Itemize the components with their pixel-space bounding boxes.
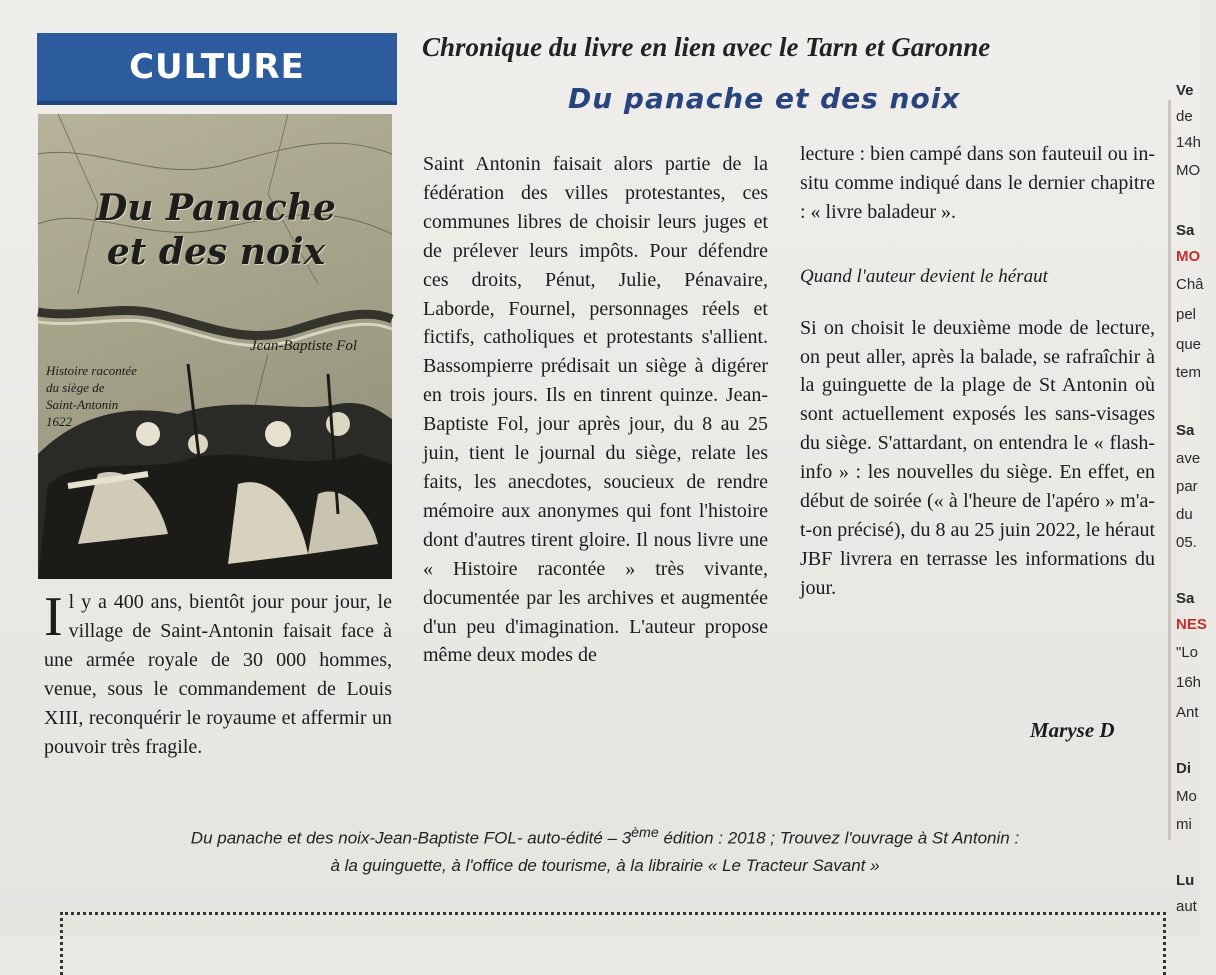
sidebar-fragment: Sa <box>1176 222 1195 239</box>
paragraph: Saint Antonin faisait alors partie de la fédération des villes protestantes, ces communes libres de choisir leurs juges et de prélever leurs impôts. Pour défendre ces droits, Pénut, Julie, Pénavaire, Laborde, Fournel, personnages réels et fictifs, catholiques et protestants s'allient. Bassompierre prédisait un siège à digérer en trois jours. Ils en tinrent quinze. Jean-Baptiste Fol, jour après jour, du 8 au 25 juin, tient le journal du siège, relate les faits, les anecdotes, soucieux de rendre mémoire aux anonymes qui font l'histoire dont d'autres tirent gloire. Il nous livre une « Histoire racontée » très vivante, documentée par les archives et augmentée d'un peu d'imagination. L'auteur propose même deux modes de <box>423 153 768 667</box>
cover-author: Jean-Baptiste Fol <box>250 338 358 354</box>
sidebar-fragment: Sa <box>1176 422 1195 439</box>
cover-subtitle: Histoire racontée du siège de Saint-Antonin 1622 <box>46 363 137 429</box>
adjacent-column <box>1176 0 1216 936</box>
sidebar-fragment: aut <box>1176 898 1197 915</box>
sidebar-fragment: Lu <box>1176 872 1195 889</box>
sidebar-fragment: Di <box>1176 760 1191 777</box>
sidebar-fragment: que <box>1176 336 1202 353</box>
article-column-1 <box>44 588 392 761</box>
sidebar-fragment: MO <box>1176 162 1201 179</box>
sidebar-fragment: ave <box>1176 450 1201 467</box>
section-banner <box>37 33 397 105</box>
sidebar-fragment: NES <box>1176 616 1207 633</box>
sidebar-fragment: du <box>1176 506 1193 523</box>
sidebar-fragment: 14h <box>1176 134 1202 151</box>
article-headline: Du panache et des noix <box>568 82 961 115</box>
sidebar-fragment: MO <box>1176 248 1201 265</box>
sidebar-fragment: tem <box>1176 364 1202 381</box>
sidebar-fragment: 05. <box>1176 534 1197 551</box>
drop-cap: I <box>44 586 63 648</box>
book-caption: Du panache et des noix-Jean-Baptiste FOL- auto-édité – 3ème édition : 2018 ; Trouvez l'ouvrage à St Antonin : à la guinguette, à l'office de tourisme, à la librairie « Le Tracteur Savant » <box>190 825 1020 875</box>
article-column-3 <box>800 140 1155 603</box>
author-signature: Maryse D <box>1030 718 1115 742</box>
paragraph: Il y a 400 ans, bientôt jour pour jour, le village de Saint-Antonin faisait face à une armée royale de 30 000 hommes, venue, sous le commandement de Louis XIII, reconquérir le royaume et affermir un pouvoir très fragile. <box>44 586 392 758</box>
section-label: CULTURE <box>129 47 305 87</box>
dotted-frame <box>60 912 1166 975</box>
sidebar-fragment: mi <box>1176 816 1192 833</box>
sidebar-fragment: de <box>1176 108 1193 125</box>
subheading: Quand l'auteur devient le héraut <box>800 265 1048 287</box>
sidebar-fragment: par <box>1176 478 1198 495</box>
sidebar-fragment: Ve <box>1176 82 1194 99</box>
book-cover <box>38 114 392 579</box>
sidebar-fragment: 16h <box>1176 674 1202 691</box>
cover-title: Du Panache et des noix <box>96 187 336 273</box>
sidebar-fragment: pel <box>1176 306 1197 323</box>
paragraph: Si on choisit le deuxième mode de lecture, on peut aller, après la balade, se rafraîchir à la guinguette de la plage de St Antonin où sont actuellement exposés les sans-visages du siège. S'attardant, on entendra le « flash-info » : les nouvelles du siège. En effet, en début de soirée (« à l'heure de l'apéro » m'a-t-on précisé), du 8 au 25 juin 2022, le héraut JBF livrera en terrasse les informations du jour. <box>800 316 1155 599</box>
column-divider <box>1168 100 1171 840</box>
paragraph: lecture : bien campé dans son fauteuil ou in-situ comme indiqué dans le dernier chapitre : « livre baladeur ». <box>800 143 1155 223</box>
sidebar-fragment: Châ <box>1176 276 1204 293</box>
sidebar-fragment: Ant <box>1176 704 1199 721</box>
sidebar-fragment: Mo <box>1176 788 1197 805</box>
chronicle-title: Chronique du livre en lien avec le Tarn et Garonne <box>422 32 991 62</box>
sidebar-fragment: "Lo <box>1176 644 1199 661</box>
article-column-2 <box>423 150 768 670</box>
sidebar-fragment: Sa <box>1176 590 1195 607</box>
